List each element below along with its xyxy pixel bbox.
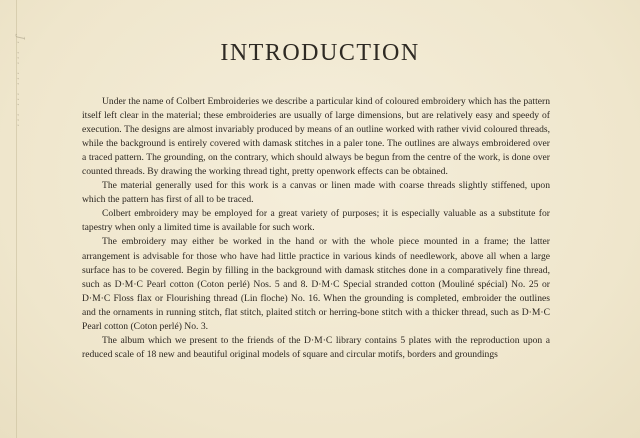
paragraph: Colbert embroidery may be employed for a great variety of purposes; it is especially valuable as a substitute for tapestry when only a limited time is available for such work.	[82, 208, 550, 234]
paragraph: The material generally used for this work is a canvas or linen made with coarse threads slightly stiffened, upon which the pattern has first of all to be traced.	[82, 180, 550, 206]
page-title: INTRODUCTION	[220, 40, 420, 66]
paragraph: The album which we present to the friends of the D·M·C library contains 5 plates with the reproduction upon a reduced scale of 18 new and beautiful original models of square and circular motifs, borders and groundings	[82, 334, 550, 360]
paragraph: Under the name of Colbert Embroideries we describe a particular kind of coloured embroidery which has the pattern itself left clear in the material; these embroideries are usually of large dimensions, but are relatively easy and speedy of execution. The designs are almost invariably produced by means of an outline worked with rather vivid coloured threads, while the background is entirely covered with damask stitches in a paler tone. The outlines are always embroidered over a traced pattern. The grounding, on the contrary, which should always be begun from the centre of the work, is done over counted threads. By drawing the working thread tight, pretty openwork effects can be obtained.	[82, 96, 550, 178]
margin-handwriting: J. ... ... ... ...	[14, 35, 26, 129]
body-text	[82, 95, 550, 362]
paragraph: The embroidery may either be worked in the hand or with the whole piece mounted in a frame; the latter arrangement is advisable for those who have had little practice in various kinds of needlework, above all when a large surface has to be covered. Begin by filling in the background with damask stitches done in a comparatively fine thread, such as D·M·C Pearl cotton (Coton perlé) Nos. 5 and 8. D·M·C Special stranded cotton (Mouliné spécial) No. 25 or D·M·C Floss flax or Flourishing thread (Lin floche) No. 16. When the grounding is completed, embroider the outlines and the ornaments in running stitch, flat stitch, plaited stitch or herring-bone stitch with a thicker thread, such as D·M·C Pearl cotton (Coton perlé) No. 3.	[82, 236, 550, 332]
